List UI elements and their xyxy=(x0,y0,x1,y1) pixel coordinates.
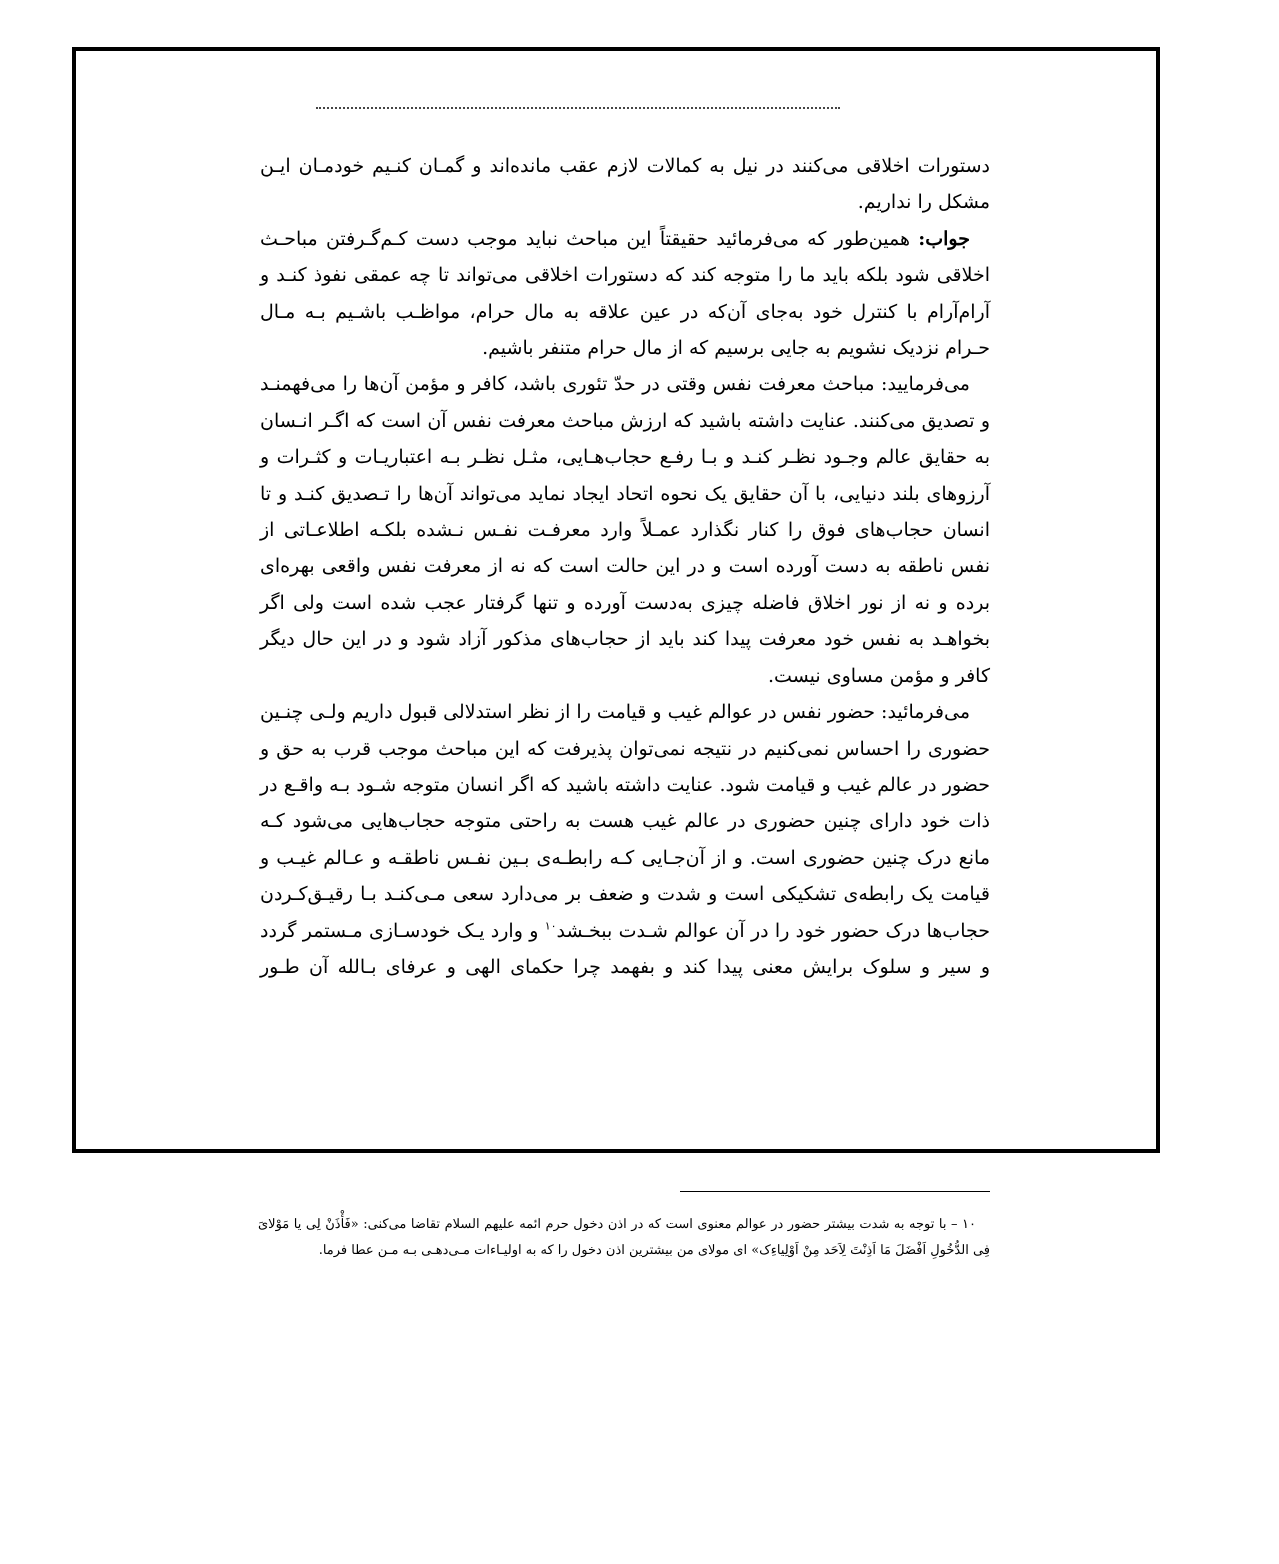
paragraph-3-text: می‌فرمایید: مباحث معرفت نفس وقتی در حدّ تئوری باشد، کافر و مؤمن آن‌ها را می‌فهمنـد و تصدیق می‌کنند. عنایت داشته باشید که ارزش مباحث معرفت نفس آن است که اگـر انـسان به حقایق عالم وجـود نظـر کنـد و بـا رفـع حجاب‌هـایی، مثـل نظـر بـه اعتباریـات و کثـرات و آرزوهای بلند دنیایی، با آن حقایق یک نحوه اتحاد ایجاد نماید می‌تواند آن‌ها را تـصدیق کنـد و تا انسان حجاب‌های فوق را کنار نگذارد عمـلاً وارد معرفـت نفـس نـشده بلکـه اطلاعـاتی از نفس ناطقه به دست آورده است و در این حالت است که نه از معرفت نفس واقعی بهره‌ای برده و نه از نور اخلاق فاضله چیزی به‌دست آورده و تنها گرفتار عجب شده است ولی اگر بخواهـد به نفس خود معرفت پیدا کند باید از حجاب‌های مذکور آزاد شود و در این حال دیگر کافر و مؤمن مساوی نیست. xyxy=(260,373,990,687)
footnote-divider xyxy=(680,1191,990,1192)
footnote-ref[interactable]: ۱۰ xyxy=(544,919,557,933)
paragraph-4-text: می‌فرمائید: حضور نفس در عوالم غیب و قیامت را از نظر استدلالی قبول داریم ولـی چنـین حضوری را احساس نمی‌کنیم در نتیجه نمی‌توان پذیرفت که این مباحث موجب قرب به حق و حضور در عالم غیب و قیامت شود. عنایت داشته باشید که اگر انسان متوجه شـود بـه واقـع در ذات خود دارای چنین حضوری در عالم غیب هست به راحتی متوجه حجاب‌هایی می‌شود کـه مانع درک چنین حضوری است. و از آن‌جـایی کـه رابطـه‌ی بـین نفـس ناطقـه و عـالم غیـب و قیامت یک رابطه‌ی تشکیکی است و شدت و ضعف بر می‌دارد سعی مـی‌کنـد بـا رقیـق‌کـردن حجاب‌ها درک حضور خود را در آن عوالم شـدت ببخـشد xyxy=(260,701,990,942)
footnote-text: ۱۰ – با توجه به شدت بیشتر حضور در عوالم معنوی است که در اذن دخول حرم ائمه‌ عليهم السلام تقاضا می‌کنی: «فَأْذَنْ لِی یا مَوْلایَ فِی الدُّخُولِ اَفْضَلَ مَا اَذِنْتَ لِاَحَد مِنْ اَوْلِیاءِک» ای مولای من بیشترین اذن دخول را که به اولیـاءات مـی‌دهـی بـه مـن عطا فرما. xyxy=(258,1217,990,1258)
paragraph-2-text: همین‌طور که می‌فرمائید حقیقتاً این مباحث نباید موجب دست کـم‌گـرفتن مباحـث اخلاقی شود بلکه باید ما را متوجه کند که دستورات اخلاقی می‌تواند تا چه عمقی نفوذ کنـد و آرام‌آرام با کنترل خود به‌جای آن‌که در عین علاقه به مال حرام، مواظـب باشـیم بـه مـال حـرام نزدیک نشویم به جایی برسیم که از مال حرام متنفر باشیم. xyxy=(260,227,990,360)
answer-lead: جواب: xyxy=(918,227,970,250)
paragraph-4 xyxy=(260,694,990,985)
header-dotted-line xyxy=(316,97,840,109)
paragraph-1-text: دستورات اخلاقی می‌کنند در نیل به کمالات لازم عقب مانده‌اند و گمـان کنـیم خودمـان ایـن مشکل را نداریم. xyxy=(260,155,990,214)
body-text xyxy=(260,148,990,985)
footnote xyxy=(258,1212,990,1264)
paragraph-4-tail: و وارد یـک خودسـازی مـستمر گردد و سیر و سلوک برایش معنی پیدا کند و بفهمد چرا حکمای الهی و عرفای بـالله آن طـور xyxy=(260,919,990,978)
paragraph-1 xyxy=(260,148,990,221)
paragraph-2 xyxy=(260,221,990,367)
paragraph-3 xyxy=(260,366,990,694)
